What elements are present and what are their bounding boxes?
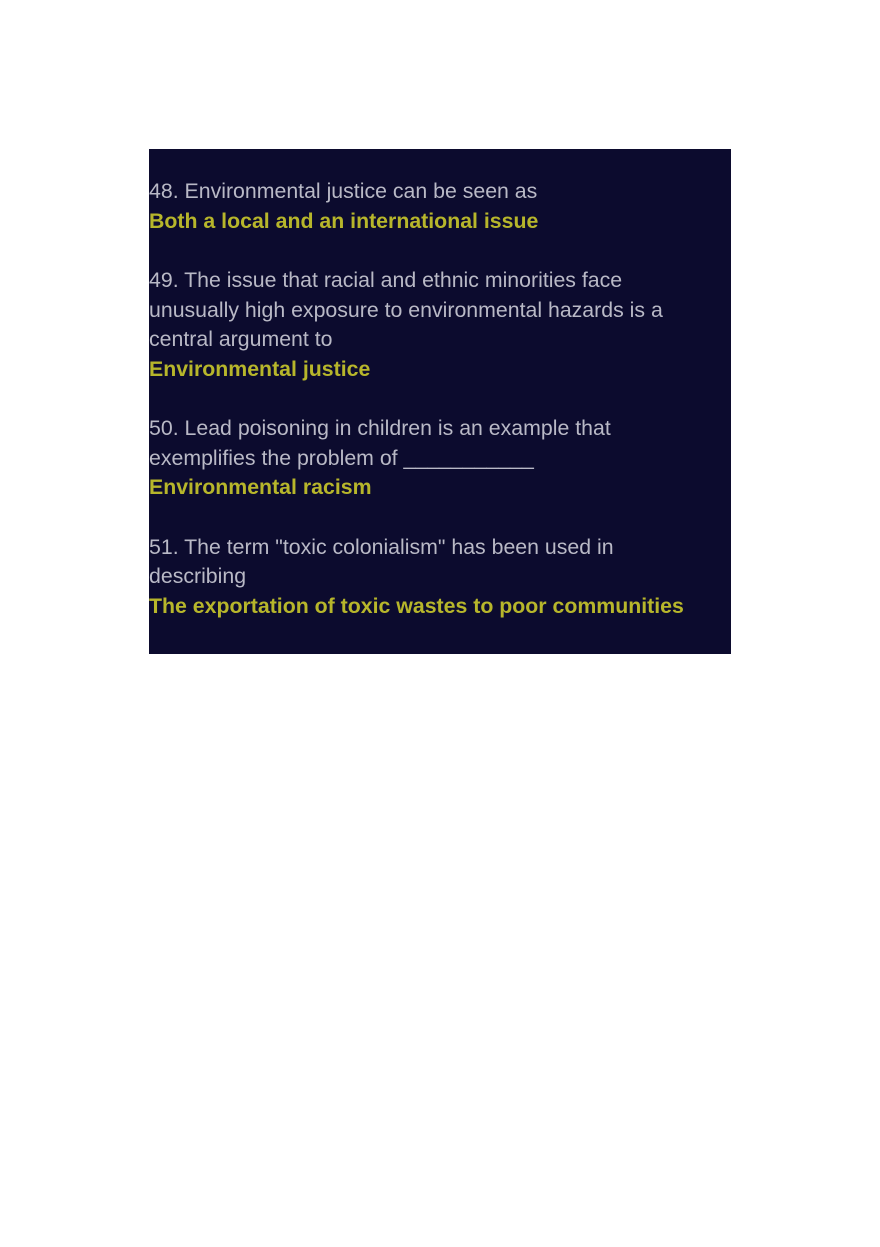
- question-50: [149, 414, 731, 473]
- question-line: exemplifies the problem of ___________: [149, 445, 534, 470]
- question-line: central argument to: [149, 327, 333, 351]
- answer-50: Environmental racism: [149, 475, 372, 499]
- answer-51: The exportation of toxic wastes to poor communities: [149, 593, 684, 618]
- question-48: [149, 177, 731, 207]
- question-line: describing: [149, 564, 247, 588]
- qa-item-51: [149, 533, 731, 622]
- answer-49: Environmental justice: [149, 356, 371, 381]
- answer-48: Both a local and an international issue: [149, 208, 539, 233]
- qa-item-49: [149, 266, 731, 384]
- question-line: 49. The issue that racial and ethnic minorities face: [149, 268, 623, 292]
- qa-item-48: [149, 177, 731, 236]
- question-line: 48. Environmental justice can be seen as: [149, 179, 538, 203]
- question-line: 51. The term "toxic colonialism" has been used in: [149, 534, 614, 559]
- qa-item-50: [149, 414, 731, 503]
- slide-panel: [149, 149, 731, 654]
- question-line: unusually high exposure to environmental hazards is a: [149, 297, 663, 322]
- question-51: [149, 533, 731, 592]
- question-49: [149, 266, 731, 355]
- question-line: 50. Lead poisoning in children is an example that: [149, 416, 611, 440]
